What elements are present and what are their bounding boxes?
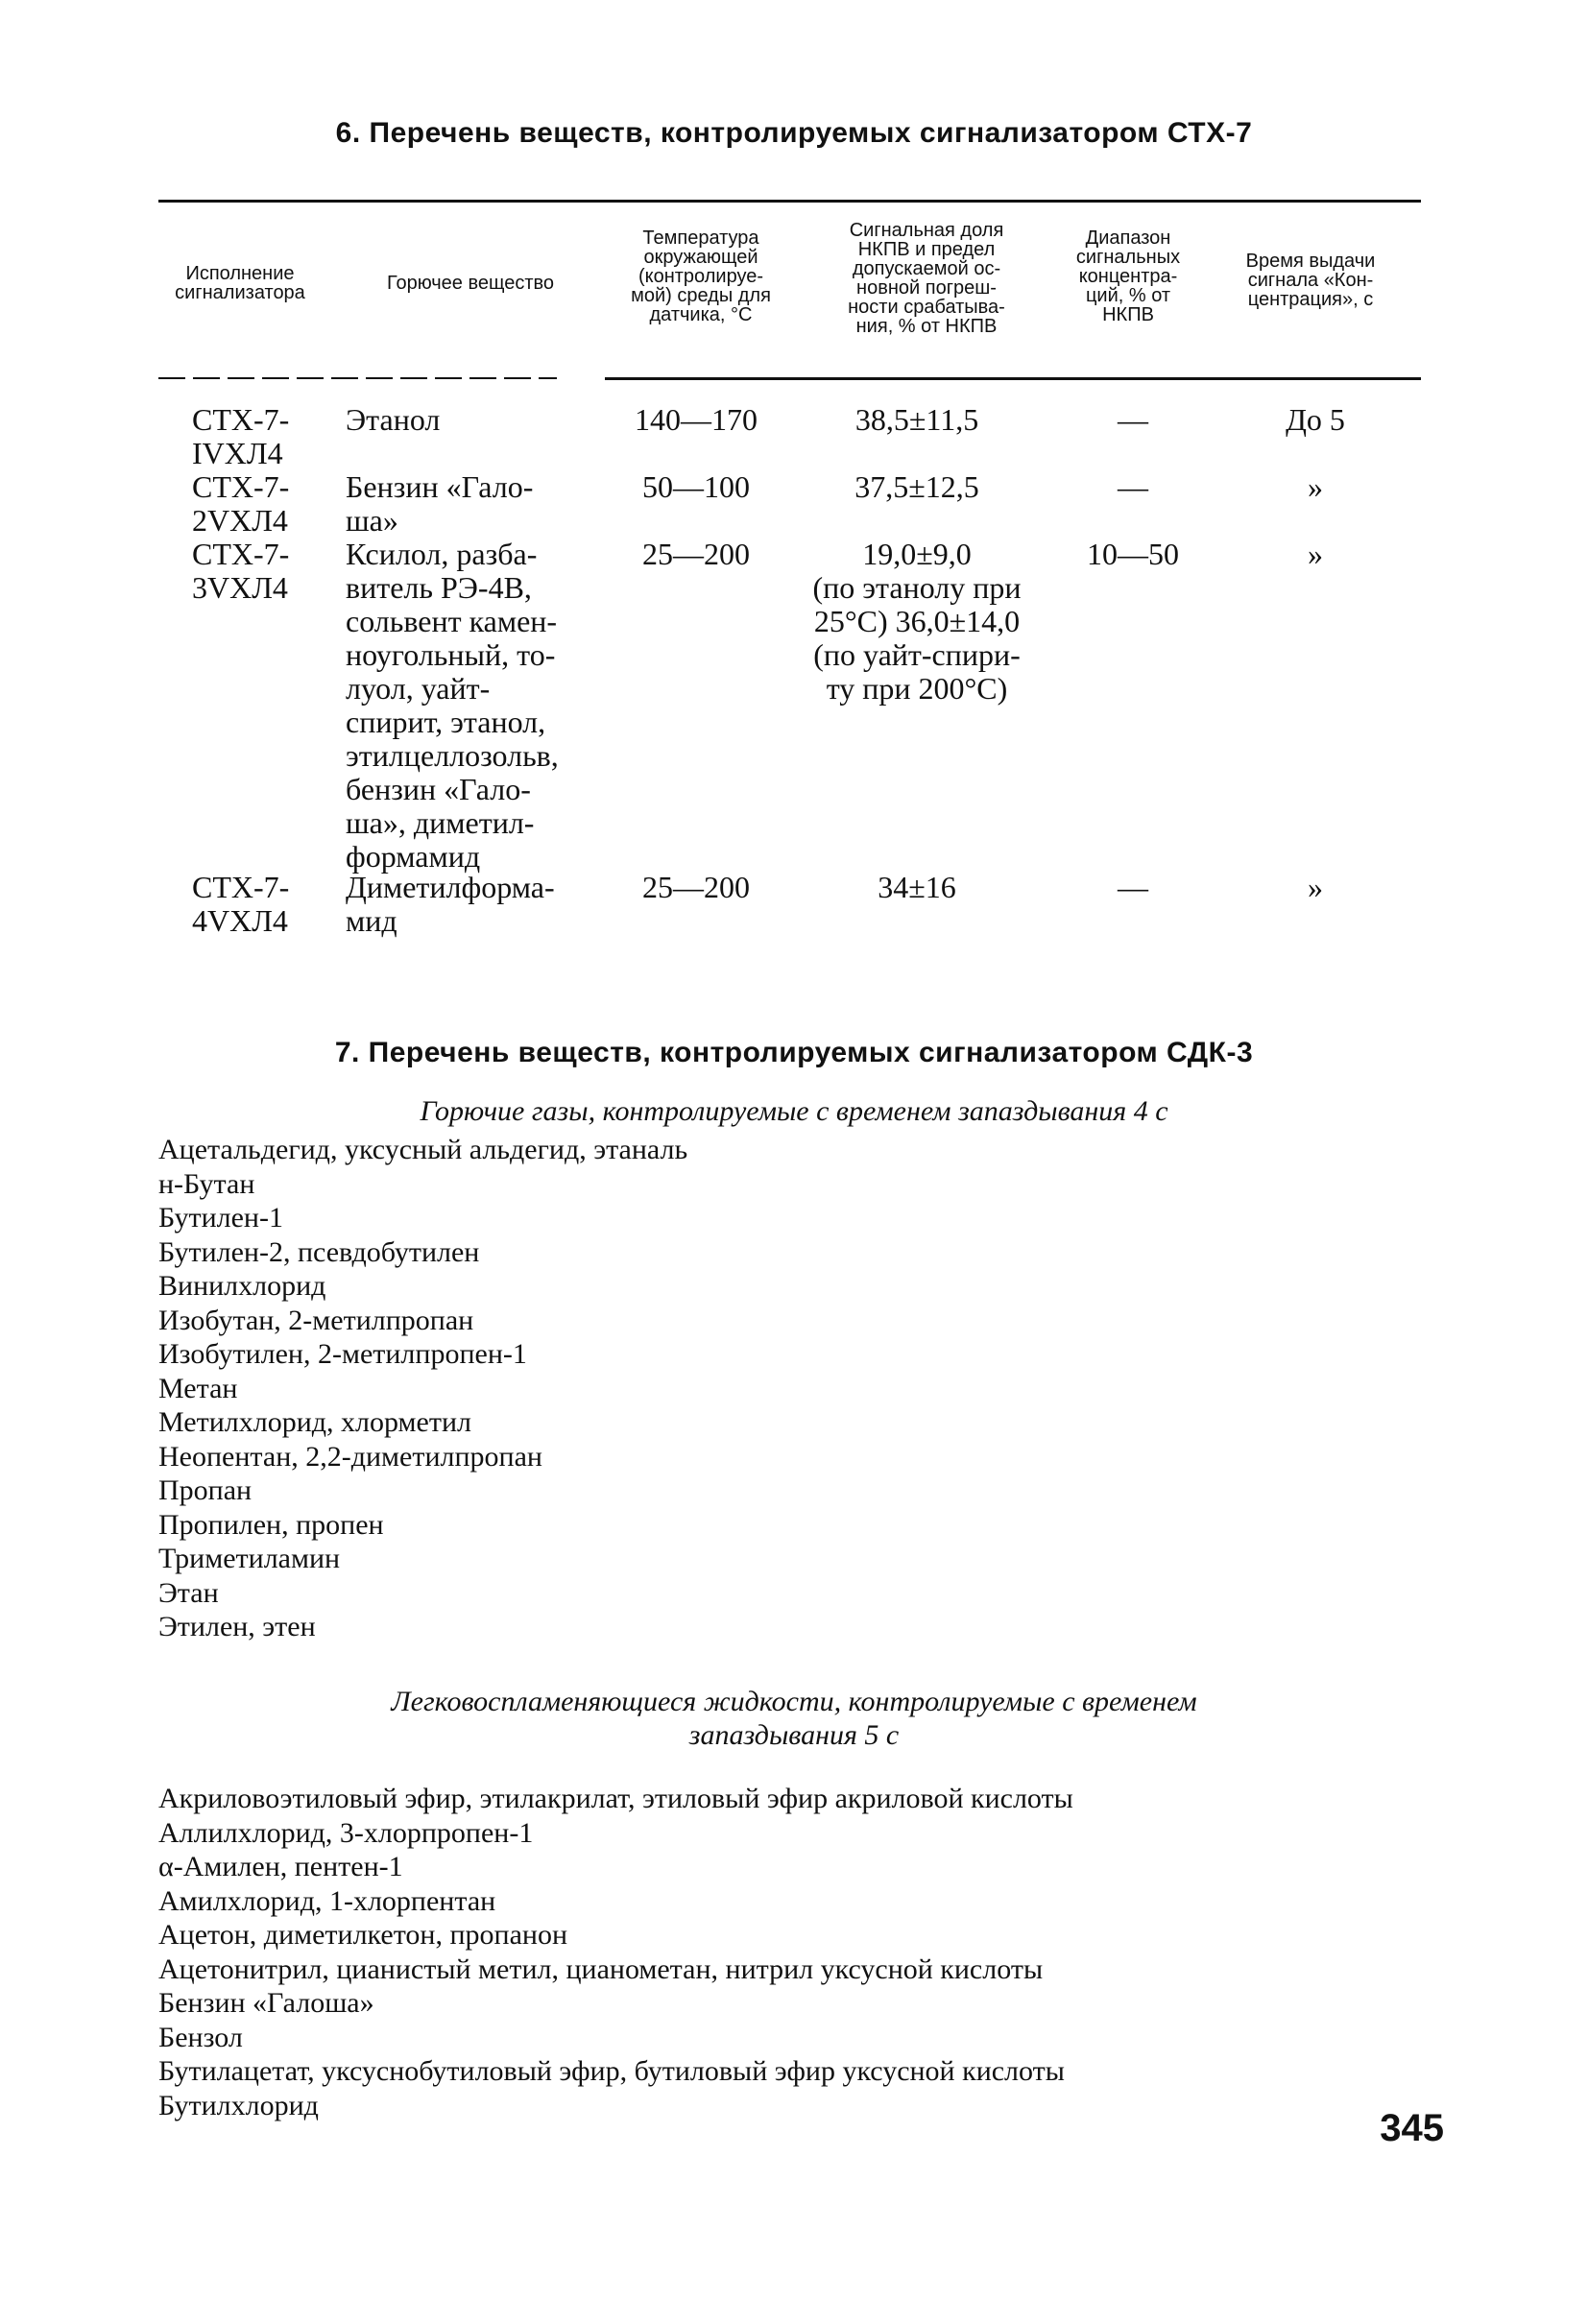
list-item: Бутилхлорид: [158, 2089, 319, 2121]
cell-model: СТХ-7- 4VХЛ4: [192, 870, 290, 938]
cell-temperature: 140—170: [635, 402, 758, 437]
cell-time: До 5: [1286, 402, 1345, 437]
list-item: Ацетальдегид, уксусный альдегид, этаналь: [158, 1134, 688, 1165]
cell-time: »: [1308, 537, 1323, 571]
cell-range: —: [1118, 469, 1148, 504]
gases-heading: Горючие газы, контролируемые с временем запаздывания 4 с: [420, 1095, 1168, 1127]
list-item: Бутилацетат, уксуснобутиловый эфир, бутиловый эфир уксусной кислоты: [158, 2055, 1065, 2087]
cell-model: СТХ-7- 3VХЛ4: [192, 537, 290, 605]
cell-signal-fraction: 19,0±9,0 (по этанолу при 25°С) 36,0±14,0 (по уайт-спири- ту при 200°С): [812, 537, 1022, 706]
list-item: Этилен, этен: [158, 1611, 316, 1642]
cell-temperature: 25—200: [642, 870, 750, 904]
cell-substance: Ксилол, разба- витель РЭ-4В, сольвент камен- ноугольный, то- луол, уайт- спирит, этанол, этилцеллозольв, бензин «Гало- ша», диметил- формамид: [346, 537, 559, 874]
cell-signal-fraction: 34±16: [878, 870, 956, 904]
list-item: Этан: [158, 1576, 219, 1609]
cell-temperature: 50—100: [642, 469, 750, 504]
cell-model: СТХ-7- IVХЛ4: [192, 402, 290, 470]
header-time: Время выдачи сигнала «Кон- центрация», с: [1245, 251, 1376, 310]
cell-substance: Этанол: [346, 402, 441, 437]
section-7-title: 7. Перечень веществ, контролируемых сигнализатором СДК-3: [334, 1037, 1254, 1068]
list-item: Бутилен-2, псевдобутилен: [158, 1235, 480, 1268]
list-item: Бензин «Галоша»: [158, 1987, 374, 2019]
cell-time: »: [1308, 469, 1323, 504]
list-item: Пропилен, пропен: [158, 1508, 384, 1541]
liquids-list: [158, 1782, 1073, 2122]
header-substance: Горючее вещество: [386, 273, 555, 294]
header-temperature: Температура окружающей (контролируе- мой) среды для датчика, °С: [631, 228, 771, 325]
liquids-heading: Легковоспламеняющиеся жидкости, контролируемые с временем запаздывания 5 с: [391, 1686, 1197, 1751]
list-item: Бензол: [158, 2021, 243, 2053]
list-item: Ацетонитрил, цианистый метил, цианометан, нитрил уксусной кислоты: [158, 1953, 1044, 1985]
cell-substance: Бензин «Гало- ша»: [346, 469, 534, 538]
list-item: Аллилхлорид, 3-хлорпропен-1: [158, 1816, 534, 1849]
section-6-title: 6. Перечень веществ, контролируемых сигнализатором СТХ-7: [335, 117, 1253, 149]
cell-substance: Диметилформа- мид: [346, 870, 555, 938]
header-divider-left: [158, 377, 557, 379]
list-item: Амилхлорид, 1-хлорпентан: [158, 1884, 496, 1917]
list-item: Бутилен-1: [158, 1202, 283, 1234]
cell-range: —: [1118, 402, 1148, 437]
list-item: Триметиламин: [158, 1543, 341, 1574]
list-item: Метилхлорид, хлорметил: [158, 1406, 471, 1438]
cell-model: СТХ-7- 2VХЛ4: [192, 469, 290, 538]
list-item: Изобутилен, 2-метилпропен-1: [158, 1338, 527, 1370]
gases-list: [158, 1133, 687, 1644]
list-item: Неопентан, 2,2-диметилпропан: [158, 1440, 542, 1473]
header-model: Исполнение сигнализатора: [175, 263, 305, 303]
table-top-rule: [158, 200, 1421, 203]
header-divider-right: [605, 377, 1421, 380]
header-signal-fraction: Сигнальная доля НКПВ и предел допускаемой ос- новной погреш- ности срабатыва- ния, % от НКПВ: [848, 220, 1005, 337]
list-item: Изобутан, 2-метилпропан: [158, 1304, 474, 1336]
list-item: Акриловоэтиловый эфир, этилакрилат, этиловый эфир акриловой кислоты: [158, 1783, 1073, 1814]
list-item: Метан: [158, 1372, 238, 1404]
header-range: Диапазон сигнальных концентра- ций, % от НКПВ: [1075, 228, 1181, 325]
list-item: Ацетон, диметилкетон, пропанон: [158, 1919, 568, 1951]
list-item: н-Бутан: [158, 1167, 255, 1200]
list-item: Пропан: [158, 1474, 253, 1506]
cell-signal-fraction: 38,5±11,5: [854, 402, 979, 437]
list-item: α-Амилен, пентен-1: [158, 1851, 403, 1882]
cell-signal-fraction: 37,5±12,5: [854, 469, 979, 504]
cell-time: »: [1308, 870, 1323, 904]
cell-range: 10—50: [1087, 537, 1179, 571]
page-number: 345: [1380, 2107, 1444, 2149]
cell-range: —: [1118, 870, 1148, 904]
cell-temperature: 25—200: [642, 537, 750, 571]
list-item: Винилхлорид: [158, 1270, 326, 1302]
